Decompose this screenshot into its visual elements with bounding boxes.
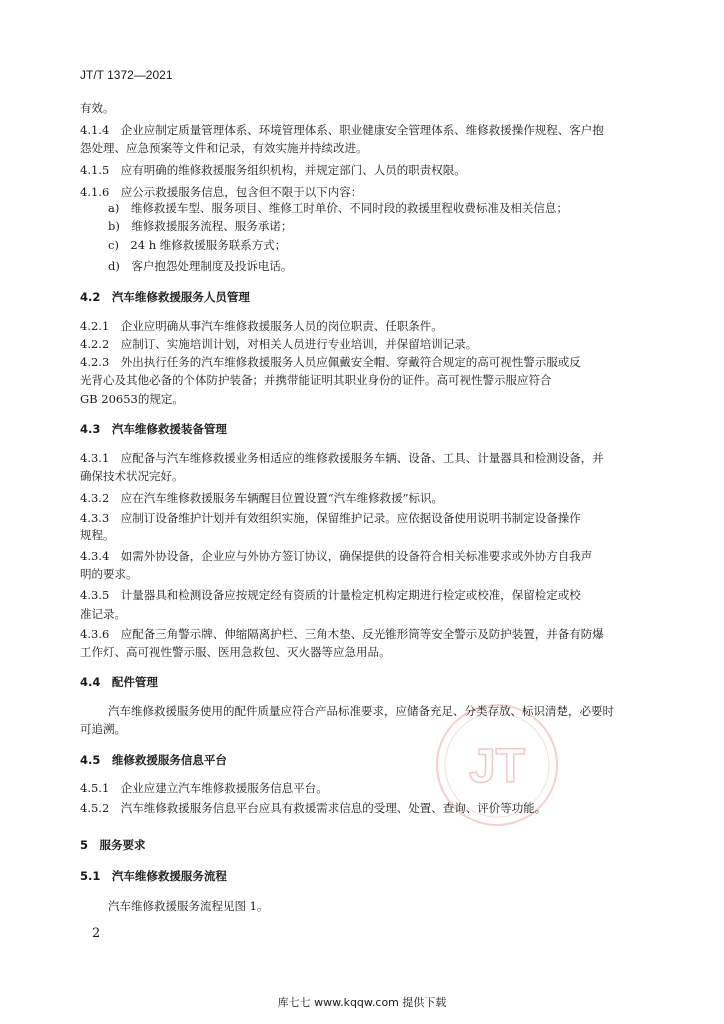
list-item-c: c) 24 h 维修救援服务联系方式；	[108, 238, 287, 252]
list-item-a: a) 维修救援车型、服务项目、维修工时单价、不同时段的救援里程收费标准及相关信息；	[108, 201, 568, 215]
text-line: 有效。	[80, 101, 115, 115]
clause-4-5-1: 4.5.1 企业应建立汽车维修救援服务信息平台。	[80, 781, 328, 795]
section-heading-5-1: 5.1 汽车维修救援服务流程	[80, 869, 227, 883]
clause-4-2-3: 4.2.3 外出执行任务的汽车维修救援服务人员应佩戴安全帽、穿戴符合规定的高可视性警示服或反	[80, 355, 581, 369]
text-line: 光背心及其他必备的个体防护装备；并携带能证明其职业身份的证件。高可视性警示服应符合	[80, 373, 552, 387]
chapter-heading-5: 5 服务要求	[80, 838, 146, 852]
clause-4-3-3: 4.3.3 应制订设备维护计划并有效组织实施，保留维护记录。应依据设备使用说明书制定设备操作	[80, 511, 581, 525]
text-line: 明的要求。	[80, 567, 138, 581]
clause-4-3-1: 4.3.1 应配备与汽车维修救援业务相适应的维修救援服务车辆、设备、工具、计量器具和检测设备，并	[80, 451, 604, 465]
clause-4-3-6: 4.3.6 应配备三角警示牌、伸缩隔离护栏、三角木垫、反光锥形筒等安全警示及防护装置，并备有防爆	[80, 627, 604, 641]
paragraph-5-1: 汽车维修救援服务流程见图 1。	[108, 899, 269, 913]
page-number: 2	[92, 926, 101, 941]
svg-text:JT: JT	[468, 740, 526, 793]
clause-4-5-2: 4.5.2 汽车维修救援服务信息平台应具有救援需求信息的受理、处置、查询、评价等功能。	[80, 801, 547, 815]
clause-4-2-1: 4.2.1 企业应明确从事汽车维修救援服务人员的岗位职责、任职条件。	[80, 319, 443, 333]
clause-4-2-2: 4.2.2 应制订、实施培训计划，对相关人员进行专业培训，并保留培训记录。	[80, 337, 478, 351]
section-heading-4-4: 4.4 配件管理	[80, 675, 158, 689]
standard-number: JT/T 1372—2021	[80, 68, 173, 82]
clause-4-1-5: 4.1.5 应有明确的维修救援服务组织机构，并规定部门、人员的职责权限。	[80, 163, 466, 177]
clause-4-3-4: 4.3.4 如需外协设备，企业应与外协方签订协议，确保提供的设备符合相关标准要求或外协方自我声	[80, 549, 593, 563]
clause-4-1-6: 4.1.6 应公示救援服务信息，包含但不限于以下内容：	[80, 185, 363, 199]
text-line: 怨处理、应急预案等文件和记录，有效实施并持续改进。	[80, 141, 368, 155]
list-item-d: d) 客户抱怨处理制度及投诉电话。	[108, 259, 293, 273]
text-line: GB 20653的规定。	[80, 392, 184, 406]
download-footer: 库七七 www.kqqw.com 提供下载	[277, 996, 447, 1009]
section-heading-4-2: 4.2 汽车维修救援服务人员管理	[80, 290, 250, 304]
clause-4-3-2: 4.3.2 应在汽车维修救援服务车辆醒目位置设置“汽车维修救援”标识。	[80, 491, 444, 505]
text-line: 可追溯。	[80, 722, 126, 736]
clause-4-3-5: 4.3.5 计量器具和检测设备应按规定经有资质的计量检定机构定期进行检定或校准，保留检定或校	[80, 588, 581, 602]
paragraph-4-4: 汽车维修救援服务使用的配件质量应符合产品标准要求，应储备充足、分类存放、标识清楚，必要时	[108, 704, 614, 718]
section-heading-4-5: 4.5 维修救援服务信息平台	[80, 753, 227, 767]
text-line: 准记录。	[80, 607, 126, 621]
text-line: 确保技术状况完好。	[80, 469, 184, 483]
text-line: 规程。	[80, 528, 115, 542]
text-line: 工作灯、高可视性警示服、医用急救包、灭火器等应急用品。	[80, 645, 391, 659]
section-heading-4-3: 4.3 汽车维修救援装备管理	[80, 422, 227, 436]
list-item-b: b) 维修救援服务流程、服务承诺；	[108, 219, 293, 233]
clause-4-1-4: 4.1.4 企业应制定质量管理体系、环境管理体系、职业健康安全管理体系、维修救援操作规程、客户抱	[80, 123, 604, 137]
